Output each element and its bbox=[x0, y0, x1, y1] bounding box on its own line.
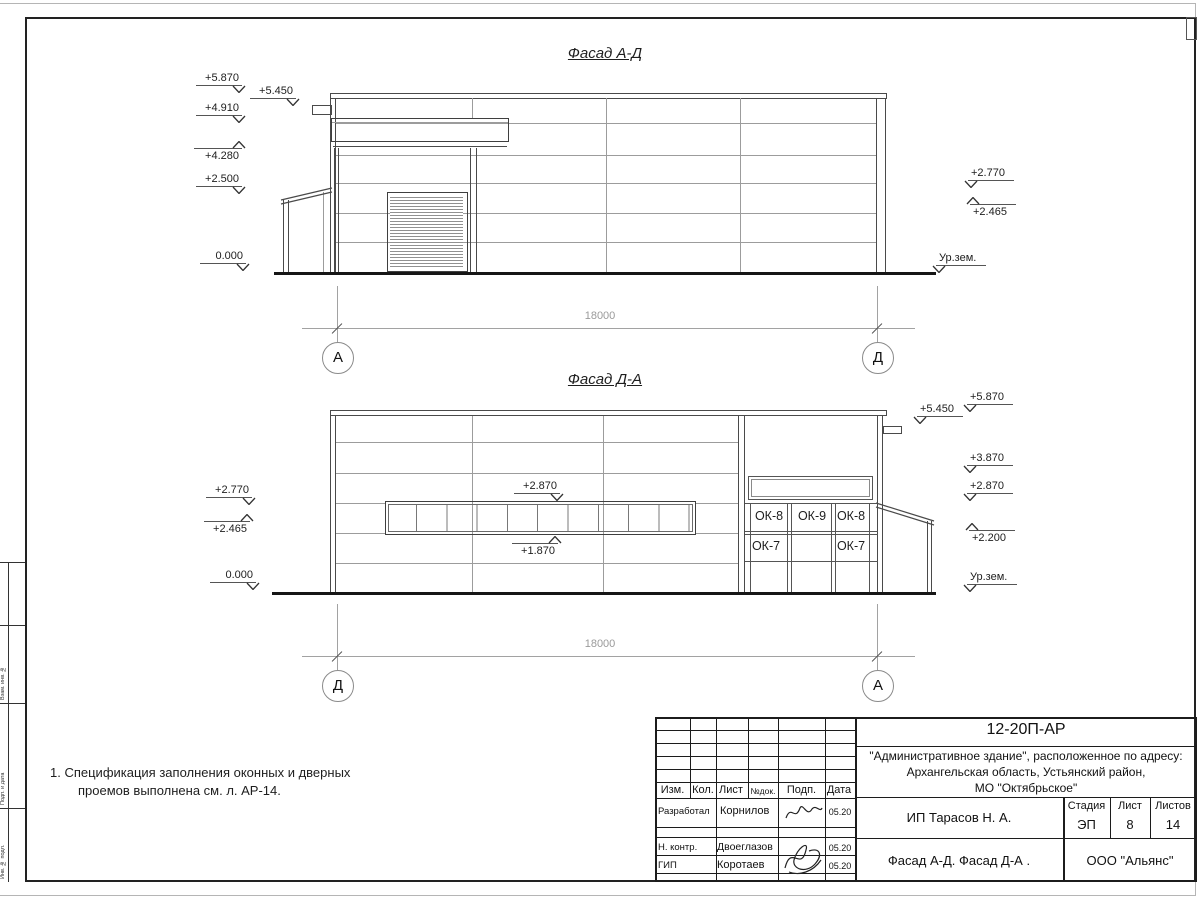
ground-line bbox=[272, 592, 936, 595]
linework bbox=[243, 498, 255, 505]
level-arrow-icon bbox=[963, 404, 977, 412]
linework bbox=[241, 515, 253, 522]
level-arrow-icon bbox=[964, 180, 978, 188]
level-arrow-icon bbox=[236, 263, 250, 271]
linework bbox=[967, 198, 979, 205]
linework bbox=[549, 537, 561, 544]
parapet-band bbox=[330, 93, 887, 99]
level-arrow-icon bbox=[965, 523, 979, 531]
linework bbox=[751, 479, 870, 497]
elevation-mark bbox=[968, 167, 1014, 181]
linework bbox=[233, 116, 245, 123]
linework bbox=[336, 533, 385, 534]
dimension-line bbox=[302, 656, 915, 657]
linework bbox=[716, 717, 717, 882]
level-arrow-icon bbox=[232, 115, 246, 123]
window-label: ОК-8 bbox=[836, 509, 866, 523]
level-arrow-icon bbox=[232, 186, 246, 194]
linework bbox=[696, 533, 738, 534]
linework bbox=[869, 503, 870, 592]
window-label: ОК-9 bbox=[797, 509, 827, 523]
linework: +2.770 bbox=[206, 484, 252, 498]
level-arrow-icon bbox=[232, 141, 246, 149]
level-arrow-icon bbox=[240, 514, 254, 522]
dimension-value: 18000 bbox=[584, 310, 616, 322]
linework: +2.200 bbox=[969, 530, 1015, 544]
object-address-1: "Административное здание", расположенное по адресу: bbox=[869, 749, 1183, 763]
elevation-mark bbox=[196, 102, 242, 116]
note-line-1: 1. Спецификация заполнения оконных и дверных bbox=[50, 765, 351, 780]
linework bbox=[0, 703, 25, 704]
window-label: ОК-7 bbox=[836, 539, 866, 553]
side-stamp-label: Подп. и дата bbox=[0, 772, 6, 805]
organization-name: ООО "Альянс" bbox=[1086, 853, 1174, 868]
level-arrow-icon bbox=[963, 493, 977, 501]
axis-bubble: А bbox=[862, 670, 894, 702]
facade-top-title: Фасад А-Д bbox=[567, 45, 643, 62]
sheet-no-value: 8 bbox=[1126, 817, 1134, 832]
entrance-column bbox=[738, 416, 745, 592]
object-address-2: Архангельская область, Устьянский район, bbox=[906, 765, 1146, 779]
elevation-mark bbox=[250, 85, 296, 99]
level-arrow-icon bbox=[550, 493, 564, 501]
linework bbox=[336, 473, 738, 474]
dimension-line bbox=[302, 328, 915, 329]
elevation-mark bbox=[204, 521, 250, 535]
linework bbox=[745, 561, 878, 562]
linework bbox=[745, 534, 878, 535]
linework bbox=[786, 807, 822, 818]
linework: +5.450 bbox=[250, 85, 296, 99]
linework bbox=[332, 122, 508, 123]
sheet-title: Фасад А-Д. Фасад Д-А . bbox=[887, 853, 1031, 868]
level-arrow-icon bbox=[548, 536, 562, 544]
role-name: Корнилов bbox=[720, 805, 770, 817]
linework bbox=[323, 192, 324, 272]
level-arrow-icon bbox=[286, 98, 300, 106]
linework: +5.450 bbox=[917, 403, 963, 417]
linework bbox=[233, 86, 245, 93]
elevation-mark bbox=[512, 543, 558, 557]
sheet-no-label: Лист bbox=[1118, 800, 1142, 812]
linework bbox=[855, 746, 1197, 747]
page-edge-top bbox=[0, 3, 1196, 4]
role-date: 05.20 bbox=[828, 843, 852, 853]
elevation-mark bbox=[970, 204, 1016, 218]
linework bbox=[696, 503, 738, 504]
linework bbox=[745, 503, 878, 504]
elevation-mark bbox=[196, 173, 242, 187]
col-header-kol: Кол. bbox=[692, 784, 714, 796]
level-arrow-icon bbox=[966, 197, 980, 205]
axis-bubble: А bbox=[322, 342, 354, 374]
linework: Ур.зем. bbox=[967, 571, 1017, 585]
window-panes bbox=[388, 504, 693, 532]
porch-post bbox=[470, 148, 477, 272]
linework bbox=[233, 142, 245, 149]
linework bbox=[791, 503, 792, 592]
level-arrow-icon bbox=[963, 584, 977, 592]
elevation-mark bbox=[967, 480, 1013, 494]
role-label: ГИП bbox=[658, 860, 677, 871]
linework bbox=[336, 503, 385, 504]
roof-vent bbox=[883, 426, 902, 434]
linework: +2.465 bbox=[970, 204, 1016, 218]
linework bbox=[855, 838, 1197, 839]
linework bbox=[877, 286, 878, 342]
role-name: Коротаев bbox=[717, 859, 765, 871]
role-date: 05.20 bbox=[828, 807, 852, 817]
level-arrow-icon bbox=[232, 85, 246, 93]
elevation-mark bbox=[917, 403, 963, 417]
linework: +5.870 bbox=[196, 72, 242, 86]
col-header-data: Дата bbox=[826, 784, 852, 796]
side-stamp-divider bbox=[8, 562, 9, 882]
window-label: ОК-8 bbox=[754, 509, 784, 523]
sheets-total-label: Листов bbox=[1155, 800, 1191, 812]
side-stamp-label: Взам. инв. № bbox=[0, 665, 6, 700]
elevation-mark bbox=[200, 250, 246, 264]
roof-vent bbox=[312, 105, 332, 115]
parapet-band bbox=[330, 410, 887, 416]
linework: +2.500 bbox=[196, 173, 242, 187]
leanto-wall bbox=[927, 521, 932, 592]
linework: 0.000 bbox=[200, 250, 246, 264]
col-header-list: Лист bbox=[719, 784, 743, 796]
leanto-wall bbox=[283, 200, 289, 272]
level-arrow-icon bbox=[913, 416, 927, 424]
linework: +2.870 bbox=[967, 480, 1013, 494]
linework bbox=[0, 625, 25, 626]
roller-door bbox=[387, 192, 468, 272]
elevation-mark bbox=[967, 452, 1013, 466]
linework bbox=[0, 562, 25, 563]
linework: +2.770 bbox=[968, 167, 1014, 181]
elevation-mark bbox=[194, 148, 242, 162]
linework bbox=[336, 442, 738, 443]
linework bbox=[966, 524, 978, 531]
role-label: Разработал bbox=[658, 806, 710, 817]
side-stamp-label: Инв. № подл. bbox=[0, 844, 6, 879]
ground-line bbox=[274, 272, 936, 275]
linework bbox=[606, 98, 607, 272]
linework bbox=[472, 98, 473, 118]
elevation-mark bbox=[967, 391, 1013, 405]
linework bbox=[333, 146, 507, 147]
level-arrow-icon bbox=[963, 465, 977, 473]
stage-label: Стадия bbox=[1067, 800, 1106, 812]
linework bbox=[740, 98, 741, 272]
linework: +3.870 bbox=[967, 452, 1013, 466]
linework bbox=[787, 503, 788, 592]
signature-scribble bbox=[779, 838, 829, 878]
col-header-podp: Подп. bbox=[786, 784, 817, 796]
elevation-mark bbox=[514, 480, 560, 494]
linework bbox=[745, 531, 878, 532]
sheets-total-value: 14 bbox=[1165, 817, 1181, 832]
linework bbox=[785, 845, 821, 873]
porch-post bbox=[334, 148, 339, 272]
level-arrow-icon bbox=[242, 497, 256, 505]
linework: Ур.зем. bbox=[936, 252, 986, 266]
linework: +4.280 bbox=[194, 148, 242, 162]
linework bbox=[551, 494, 563, 501]
note-line-2: проемов выполнена см. л. АР-14. bbox=[78, 783, 281, 798]
facade-bottom-title: Фасад Д-А bbox=[567, 371, 643, 388]
elevation-mark bbox=[969, 530, 1015, 544]
linework bbox=[337, 286, 338, 342]
object-address-3: МО "Октябрьское" bbox=[974, 781, 1078, 795]
linework bbox=[336, 563, 738, 564]
client-name: ИП Тарасов Н. А. bbox=[906, 810, 1012, 825]
right-corner-column bbox=[876, 98, 886, 272]
role-name: Двоеглазов bbox=[717, 841, 773, 853]
linework: +2.870 bbox=[514, 480, 560, 494]
col-header-izm: Изм. bbox=[660, 784, 685, 796]
linework bbox=[964, 405, 976, 412]
window-label: ОК-7 bbox=[751, 539, 781, 553]
linework bbox=[287, 99, 299, 106]
signature-scribble bbox=[782, 800, 824, 825]
linework bbox=[965, 181, 977, 188]
corner-stamp-box bbox=[1186, 17, 1197, 40]
col-header-ndok: №док. bbox=[750, 786, 776, 796]
linework bbox=[233, 187, 245, 194]
linework: +5.870 bbox=[967, 391, 1013, 405]
project-code: 12-20П-АР bbox=[986, 721, 1066, 738]
linework bbox=[964, 494, 976, 501]
level-arrow-icon bbox=[246, 582, 260, 590]
elevation-mark bbox=[206, 484, 252, 498]
level-arrow-icon bbox=[932, 265, 946, 273]
stage-value: ЭП bbox=[1077, 817, 1096, 832]
linework bbox=[831, 503, 832, 592]
linework bbox=[237, 264, 249, 271]
linework bbox=[337, 604, 338, 670]
right-corner-column bbox=[877, 416, 883, 592]
roller-door-slats bbox=[390, 195, 463, 267]
linework bbox=[855, 797, 1197, 798]
entrance-transom bbox=[748, 476, 873, 500]
linework bbox=[933, 266, 945, 273]
linework bbox=[964, 466, 976, 473]
window-strip bbox=[385, 501, 696, 535]
axis-bubble: Д bbox=[862, 342, 894, 374]
ground-level-mark bbox=[936, 252, 986, 266]
ground-level-mark bbox=[967, 571, 1017, 585]
role-label: Н. контр. bbox=[658, 842, 698, 853]
linework bbox=[247, 583, 259, 590]
linework bbox=[964, 585, 976, 592]
elevation-mark bbox=[196, 72, 242, 86]
linework: 0.000 bbox=[210, 569, 256, 583]
linework bbox=[914, 417, 926, 424]
dimension-value: 18000 bbox=[584, 638, 616, 650]
axis-bubble: Д bbox=[322, 670, 354, 702]
elevation-mark bbox=[210, 569, 256, 583]
linework: +4.910 bbox=[196, 102, 242, 116]
role-date: 05.20 bbox=[828, 861, 852, 871]
linework: +1.870 bbox=[512, 543, 558, 557]
page-edge-bottom bbox=[0, 895, 1196, 896]
linework bbox=[0, 808, 25, 809]
linework: +2.465 bbox=[204, 521, 250, 535]
linework bbox=[877, 604, 878, 670]
